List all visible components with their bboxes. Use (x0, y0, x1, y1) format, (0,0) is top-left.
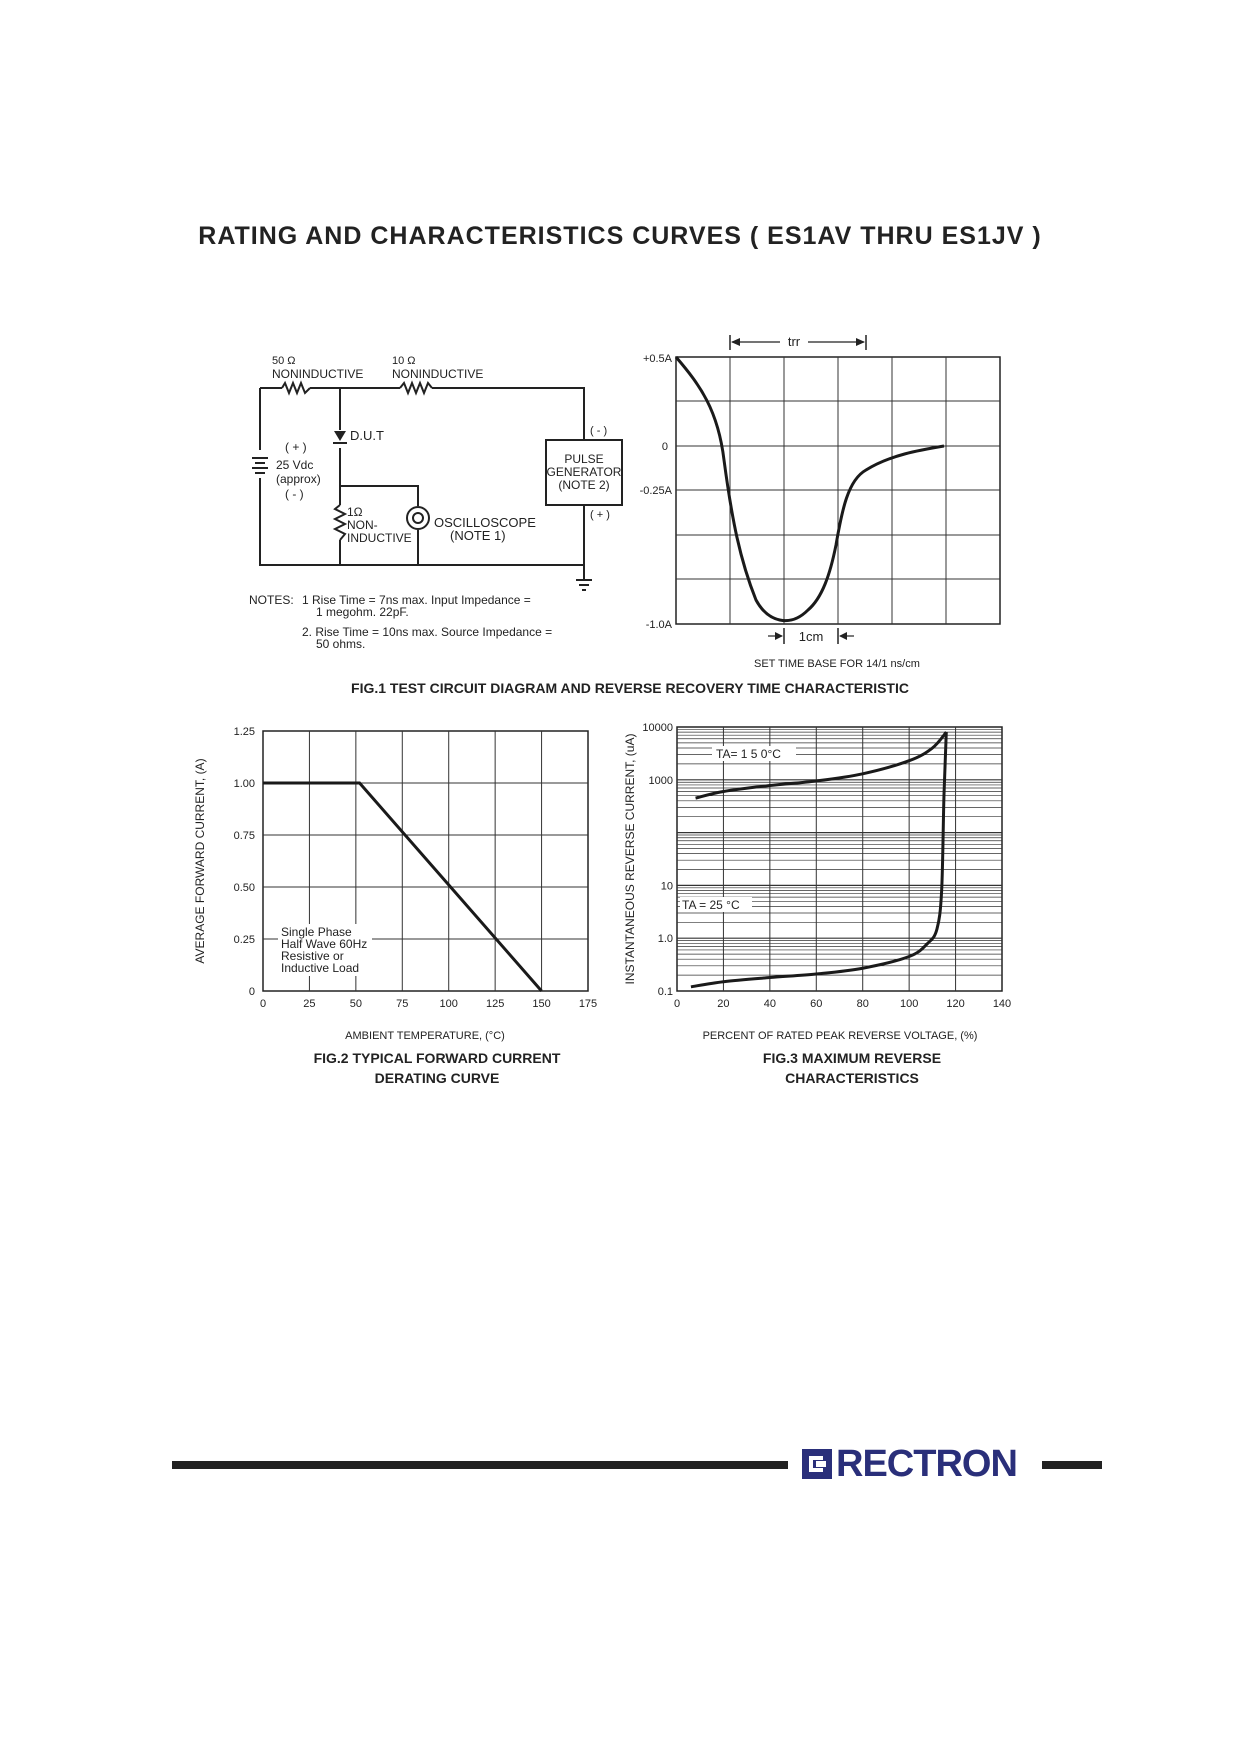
fig2-y-tick-label: 1.25 (233, 726, 255, 738)
ground-icon (576, 580, 592, 590)
fig3-y-tick-label: 10000 (642, 722, 673, 734)
resistor-50-ohm-icon (282, 383, 310, 393)
fig2-y-tick-label: 1.00 (233, 778, 255, 790)
r3-value: 1Ω (347, 505, 363, 519)
fig3-chart (623, 722, 1011, 1086)
note-1-line-2: 1 megohm. 22pF. (316, 605, 409, 619)
r2-value: 10 Ω (392, 355, 416, 367)
fig2-x-tick-label: 150 (532, 998, 551, 1010)
note-2-line-2: 50 ohms. (316, 637, 366, 651)
fig3-y-tick-label: 0.1 (657, 986, 673, 998)
trr-marker (730, 334, 866, 350)
fig1-caption: FIG.1 TEST CIRCUIT DIAGRAM AND REVERSE RECOVERY TIME CHARACTERISTIC (351, 680, 909, 696)
fig3-x-tick-label: 80 (856, 998, 869, 1010)
pulse-generator-minus: ( - ) (590, 425, 608, 437)
fig2-annotation-4: Inductive Load (281, 961, 360, 975)
fig2-x-tick-label: 0 (259, 998, 267, 1010)
resistor-1-ohm-icon (335, 505, 345, 540)
y-label-minus-quarter: -0.25A (639, 485, 672, 497)
trr-label: trr (787, 334, 801, 349)
r3-type-1: NON- (347, 518, 378, 532)
fig3-y-tick-label: 1.0 (657, 933, 673, 946)
fig2-x-tick-label: 25 (303, 998, 316, 1010)
battery-icon (252, 458, 268, 473)
recovery-curve (676, 357, 944, 621)
note-1-line-1: 1 Rise Time = 7ns max. Input Impedance = (302, 593, 531, 607)
r3-type-2: INDUCTIVE (347, 531, 412, 545)
fig2-x-tick-label: 50 (349, 998, 362, 1010)
fig3-caption-2: CHARACTERISTICS (785, 1070, 919, 1086)
pulse-generator-plus: ( + ) (590, 509, 610, 521)
rectron-logo (800, 1440, 1024, 1490)
y-label-zero: 0 (661, 441, 668, 453)
y-label-minus-one: -1.0A (645, 619, 672, 631)
fig2-chart (193, 726, 597, 1086)
fig2-annotation-3: Resistive or (281, 949, 344, 963)
fig3-label-25c: TA = 25 °C (682, 898, 740, 912)
oscilloscope-icon (407, 507, 429, 529)
footer-rule-right (1042, 1461, 1102, 1469)
fig2-caption-2: DERATING CURVE (374, 1070, 500, 1086)
fig3-y-axis-label: INSTANTANEOUS REVERSE CURRENT, (uA) (623, 733, 637, 985)
fig3-x-tick-label: 140 (992, 998, 1012, 1010)
fig3-x-tick-label: 60 (810, 998, 823, 1010)
resistor-10-ohm-icon (400, 383, 432, 393)
fig2-x-tick-label: 175 (578, 998, 598, 1010)
fig2-y-tick-label: 0 (248, 986, 255, 998)
fig3-x-tick-label: 120 (946, 998, 965, 1010)
supply-plus: ( + ) (285, 440, 307, 454)
oscilloscope-note: (NOTE 1) (450, 528, 506, 543)
fig2-annotation-1: Single Phase (281, 925, 352, 939)
fig2-annotation-2: Half Wave 60Hz (281, 937, 368, 951)
diode-dut-icon (333, 431, 347, 443)
fig2-y-tick-label: 0.75 (233, 830, 255, 842)
scale-marker (768, 628, 854, 644)
oscilloscope-label: OSCILLOSCOPE (434, 515, 536, 530)
scale-label: 1cm (798, 629, 824, 644)
fig3-x-tick-label: 20 (717, 998, 730, 1010)
r2-type: NONINDUCTIVE (392, 367, 484, 381)
fig3-y-tick-label: 1000 (648, 774, 673, 787)
pulse-generator-label-1: PULSE (564, 452, 604, 466)
fig2-caption-1: FIG.2 TYPICAL FORWARD CURRENT (313, 1050, 561, 1066)
fig3-x-tick-label: 40 (763, 998, 776, 1010)
timebase-label: SET TIME BASE FOR 14/1 ns/cm (754, 658, 920, 670)
fig2-y-axis-label: AVERAGE FORWARD CURRENT, (A) (193, 758, 207, 964)
fig2-x-tick-label: 100 (439, 998, 458, 1010)
fig2-x-tick-label: 125 (485, 998, 505, 1010)
footer-rule-left (172, 1461, 788, 1469)
fig3-label-150c: TA= 1 5 0°C (716, 747, 781, 761)
r1-value: 50 Ω (272, 355, 296, 367)
fig3-x-tick-label: 100 (899, 998, 919, 1010)
supply-minus: ( - ) (285, 487, 304, 501)
pulse-generator-label-3: (NOTE 2) (558, 478, 610, 492)
fig2-y-tick-label: 0.50 (233, 882, 255, 894)
test-circuit-diagram (249, 355, 622, 651)
y-label-plus-half: +0.5A (642, 353, 672, 365)
fig3-x-tick-label: 0 (673, 998, 681, 1010)
rectron-logo-icon (802, 1449, 832, 1479)
dut-label: D.U.T (350, 428, 384, 443)
fig3-caption-1: FIG.3 MAXIMUM REVERSE (762, 1050, 942, 1066)
r1-type: NONINDUCTIVE (272, 367, 364, 381)
brand-name: RECTRON (836, 1443, 1017, 1485)
fig2-y-tick-label: 0.25 (233, 934, 255, 946)
fig3-curve-25c (691, 732, 946, 987)
pulse-generator-label-2: GENERATOR (546, 465, 622, 479)
page-title: RATING AND CHARACTERISTICS CURVES ( ES1AV THRU ES1JV ) (198, 222, 1042, 250)
supply-voltage: 25 Vdc (276, 458, 314, 472)
fig2-x-axis-label: AMBIENT TEMPERATURE, (°C) (345, 1030, 505, 1042)
fig2-x-tick-label: 75 (396, 998, 409, 1010)
notes-label: NOTES: (249, 593, 294, 607)
reverse-recovery-waveform (640, 334, 1000, 670)
fig3-y-tick-label: 10 (660, 880, 673, 893)
note-2-line-1: 2. Rise Time = 10ns max. Source Impedance = (302, 625, 553, 639)
supply-approx: (approx) (276, 472, 321, 486)
fig3-x-axis-label: PERCENT OF RATED PEAK REVERSE VOLTAGE, (%) (702, 1030, 978, 1042)
